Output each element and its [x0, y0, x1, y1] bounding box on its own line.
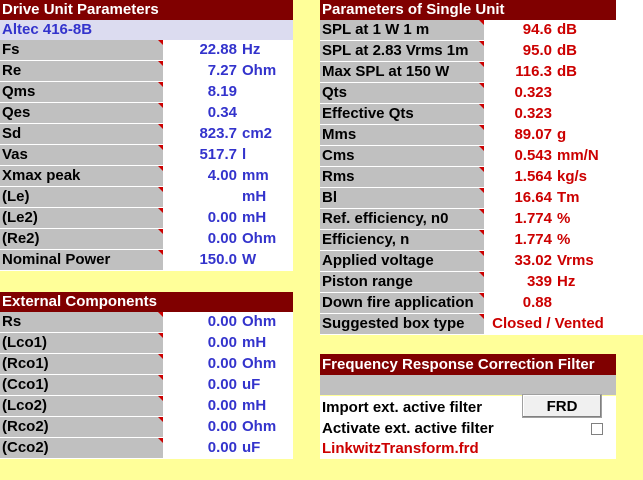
param-label: Max SPL at 150 W — [320, 62, 484, 82]
param-value-cell[interactable] — [163, 166, 293, 186]
param-value: 8.19 — [207, 83, 237, 100]
param-value: 0.543 — [514, 147, 552, 164]
single-param-row — [320, 20, 616, 41]
single-param-row — [320, 62, 616, 83]
param-label: Rs — [0, 312, 163, 332]
single-param-row — [320, 314, 616, 335]
param-value-cell[interactable] — [163, 250, 293, 270]
single-param-row — [320, 41, 616, 62]
single-param-row — [320, 230, 616, 251]
param-label: SPL at 2.83 Vrms 1m — [320, 41, 484, 61]
param-label: Fs — [0, 40, 163, 60]
single-param-row — [320, 272, 616, 293]
frd-button[interactable]: FRD — [522, 394, 602, 418]
param-value-cell[interactable] — [484, 146, 616, 166]
param-value: 0.00 — [207, 230, 237, 247]
param-value-cell[interactable] — [163, 375, 293, 395]
drive-param-row — [0, 40, 293, 61]
param-unit: Ohm — [242, 313, 277, 330]
param-value: 94.6 — [522, 21, 552, 38]
param-value: 0.00 — [207, 313, 237, 330]
param-label: Cms — [320, 146, 484, 166]
param-value-cell[interactable] — [163, 354, 293, 374]
param-unit: mH — [242, 209, 267, 226]
drive-param-row — [0, 187, 293, 208]
param-unit: % — [557, 210, 571, 227]
drive-model-cell[interactable] — [0, 20, 293, 40]
param-label: Applied voltage — [320, 251, 484, 271]
param-value-cell[interactable] — [484, 188, 616, 208]
param-label: Qts — [320, 83, 484, 103]
param-value: 0.323 — [514, 105, 552, 122]
param-label: (Re2) — [0, 229, 163, 249]
param-unit: mm/N — [557, 147, 599, 164]
param-unit: l — [242, 146, 247, 163]
param-label: Vas — [0, 145, 163, 165]
param-value-cell[interactable] — [163, 61, 293, 81]
param-value-cell[interactable] — [163, 208, 293, 228]
drive-param-row — [0, 250, 293, 271]
param-value: 517.7 — [199, 146, 237, 163]
param-label: Effective Qts — [320, 104, 484, 124]
param-unit: Vrms — [557, 252, 594, 269]
param-label: Suggested box type — [320, 314, 484, 334]
param-value-cell[interactable] — [484, 293, 616, 313]
param-value-cell[interactable] — [163, 40, 293, 60]
param-value: Closed / Vented — [492, 315, 604, 332]
param-value-cell[interactable] — [163, 396, 293, 416]
param-value-cell[interactable] — [484, 230, 616, 250]
single-param-row — [320, 146, 616, 167]
param-unit: Ohm — [242, 230, 277, 247]
filter-header: Frequency Response Correction Filter — [320, 354, 616, 375]
param-label: Rms — [320, 167, 484, 187]
param-value-cell[interactable] — [163, 438, 293, 458]
single-param-row — [320, 125, 616, 146]
param-value-cell[interactable] — [484, 125, 616, 145]
activate-filter-label: Activate ext. active filter — [322, 420, 494, 437]
param-label: (Cco2) — [0, 438, 163, 458]
param-value: 0.00 — [207, 397, 237, 414]
param-value: 22.88 — [199, 41, 237, 58]
param-label: Down fire application — [320, 293, 484, 313]
param-value-cell[interactable] — [484, 209, 616, 229]
param-value: 4.00 — [207, 167, 237, 184]
external-component-row — [0, 438, 293, 459]
param-value: 0.00 — [207, 376, 237, 393]
param-value: 0.00 — [207, 334, 237, 351]
drive-param-row — [0, 145, 293, 166]
external-components-header: External Components — [0, 292, 293, 312]
param-label: Nominal Power — [0, 250, 163, 270]
param-unit: cm2 — [242, 125, 273, 142]
param-value: 0.323 — [514, 84, 552, 101]
drive-param-row — [0, 208, 293, 229]
param-value: 7.27 — [207, 62, 237, 79]
drive-unit-header: Drive Unit Parameters — [0, 0, 293, 20]
param-value: 89.07 — [514, 126, 552, 143]
param-value-cell[interactable] — [163, 333, 293, 353]
param-value-cell[interactable] — [163, 312, 293, 332]
drive-param-row — [0, 61, 293, 82]
param-unit: uF — [242, 376, 261, 393]
param-label: Qms — [0, 82, 163, 102]
param-unit: W — [242, 251, 257, 268]
drive-param-row — [0, 124, 293, 145]
right-edge-strip — [616, 0, 643, 335]
param-value: 33.02 — [514, 252, 552, 269]
param-value-cell[interactable] — [163, 103, 293, 123]
param-value: 1.774 — [514, 231, 552, 248]
param-value: 16.64 — [514, 189, 552, 206]
param-label: Sd — [0, 124, 163, 144]
param-unit: mm — [242, 167, 269, 184]
param-value-cell[interactable] — [484, 83, 616, 103]
param-value: 0.00 — [207, 439, 237, 456]
param-unit: Hz — [242, 41, 261, 58]
param-unit: Ohm — [242, 418, 277, 435]
param-unit: Ohm — [242, 355, 277, 372]
param-unit: kg/s — [557, 168, 588, 185]
param-value: 95.0 — [522, 42, 552, 59]
single-param-row — [320, 167, 616, 188]
param-label: (Rco1) — [0, 354, 163, 374]
param-unit: dB — [557, 63, 577, 80]
external-component-row — [0, 333, 293, 354]
param-value-cell[interactable] — [484, 251, 616, 271]
activate-filter-checkbox[interactable] — [591, 423, 603, 435]
param-unit: Ohm — [242, 62, 277, 79]
param-unit: g — [557, 126, 567, 143]
param-value-cell[interactable] — [163, 187, 293, 207]
param-label: Bl — [320, 188, 484, 208]
filter-filename[interactable]: LinkwitzTransform.frd — [322, 440, 479, 457]
param-value: 0.00 — [207, 418, 237, 435]
param-value: 823.7 — [199, 125, 237, 142]
param-value-cell[interactable] — [484, 62, 616, 82]
param-value: 339 — [526, 273, 552, 290]
param-value: 150.0 — [199, 251, 237, 268]
single-param-row — [320, 83, 616, 104]
param-value-cell[interactable] — [163, 229, 293, 249]
param-label: (Cco1) — [0, 375, 163, 395]
drive-param-row — [0, 103, 293, 124]
single-param-row — [320, 251, 616, 272]
external-component-row — [0, 417, 293, 438]
param-value-cell[interactable] — [484, 272, 616, 292]
single-param-row — [320, 104, 616, 125]
param-value-cell[interactable] — [163, 82, 293, 102]
param-label: (Rco2) — [0, 417, 163, 437]
filter-spacer-row — [320, 375, 616, 395]
single-param-row — [320, 209, 616, 230]
param-value-cell[interactable] — [163, 145, 293, 165]
param-label: (Le2) — [0, 208, 163, 228]
param-unit: dB — [557, 42, 577, 59]
external-component-row — [0, 312, 293, 333]
external-component-row — [0, 396, 293, 417]
external-component-row — [0, 375, 293, 396]
single-param-row — [320, 293, 616, 314]
param-value-cell[interactable] — [484, 104, 616, 124]
param-value: 116.3 — [515, 63, 552, 80]
param-unit: Hz — [557, 273, 576, 290]
param-value: 1.564 — [514, 168, 552, 185]
param-value-cell[interactable] — [484, 41, 616, 61]
param-unit: mH — [242, 188, 267, 205]
drive-param-row — [0, 82, 293, 103]
param-label: Ref. efficiency, n0 — [320, 209, 484, 229]
param-unit: mH — [242, 334, 267, 351]
param-unit: dB — [557, 21, 577, 38]
param-value-cell[interactable] — [163, 417, 293, 437]
param-label: Piston range — [320, 272, 484, 292]
param-label: Xmax peak — [0, 166, 163, 186]
single-param-row — [320, 188, 616, 209]
param-label: Mms — [320, 125, 484, 145]
param-value: 0.34 — [207, 104, 237, 121]
param-value-cell[interactable] — [484, 314, 616, 334]
param-value-cell[interactable] — [484, 167, 616, 187]
drive-param-row — [0, 166, 293, 187]
filter-filename-row — [320, 439, 616, 459]
param-label: Re — [0, 61, 163, 81]
drive-param-row — [0, 229, 293, 250]
param-value: 0.00 — [207, 209, 237, 226]
import-filter-label: Import ext. active filter — [322, 399, 483, 416]
param-value: 1.774 — [514, 210, 552, 227]
param-unit: uF — [242, 439, 261, 456]
param-label: Qes — [0, 103, 163, 123]
param-value: 0.00 — [207, 355, 237, 372]
param-label: Efficiency, n — [320, 230, 484, 250]
param-value: 0.88 — [522, 294, 552, 311]
param-unit: Tm — [557, 189, 580, 206]
param-unit: mH — [242, 397, 267, 414]
activate-filter-row — [320, 418, 616, 439]
single-unit-header: Parameters of Single Unit — [320, 0, 616, 20]
param-label: SPL at 1 W 1 m — [320, 20, 484, 40]
drive-model-name: Altec 416-8B — [2, 21, 93, 38]
param-label: (Le) — [0, 187, 163, 207]
external-component-row — [0, 354, 293, 375]
param-unit: % — [557, 231, 571, 248]
param-value-cell[interactable] — [163, 124, 293, 144]
param-label: (Lco1) — [0, 333, 163, 353]
param-value-cell[interactable] — [484, 20, 616, 40]
param-label: (Lco2) — [0, 396, 163, 416]
